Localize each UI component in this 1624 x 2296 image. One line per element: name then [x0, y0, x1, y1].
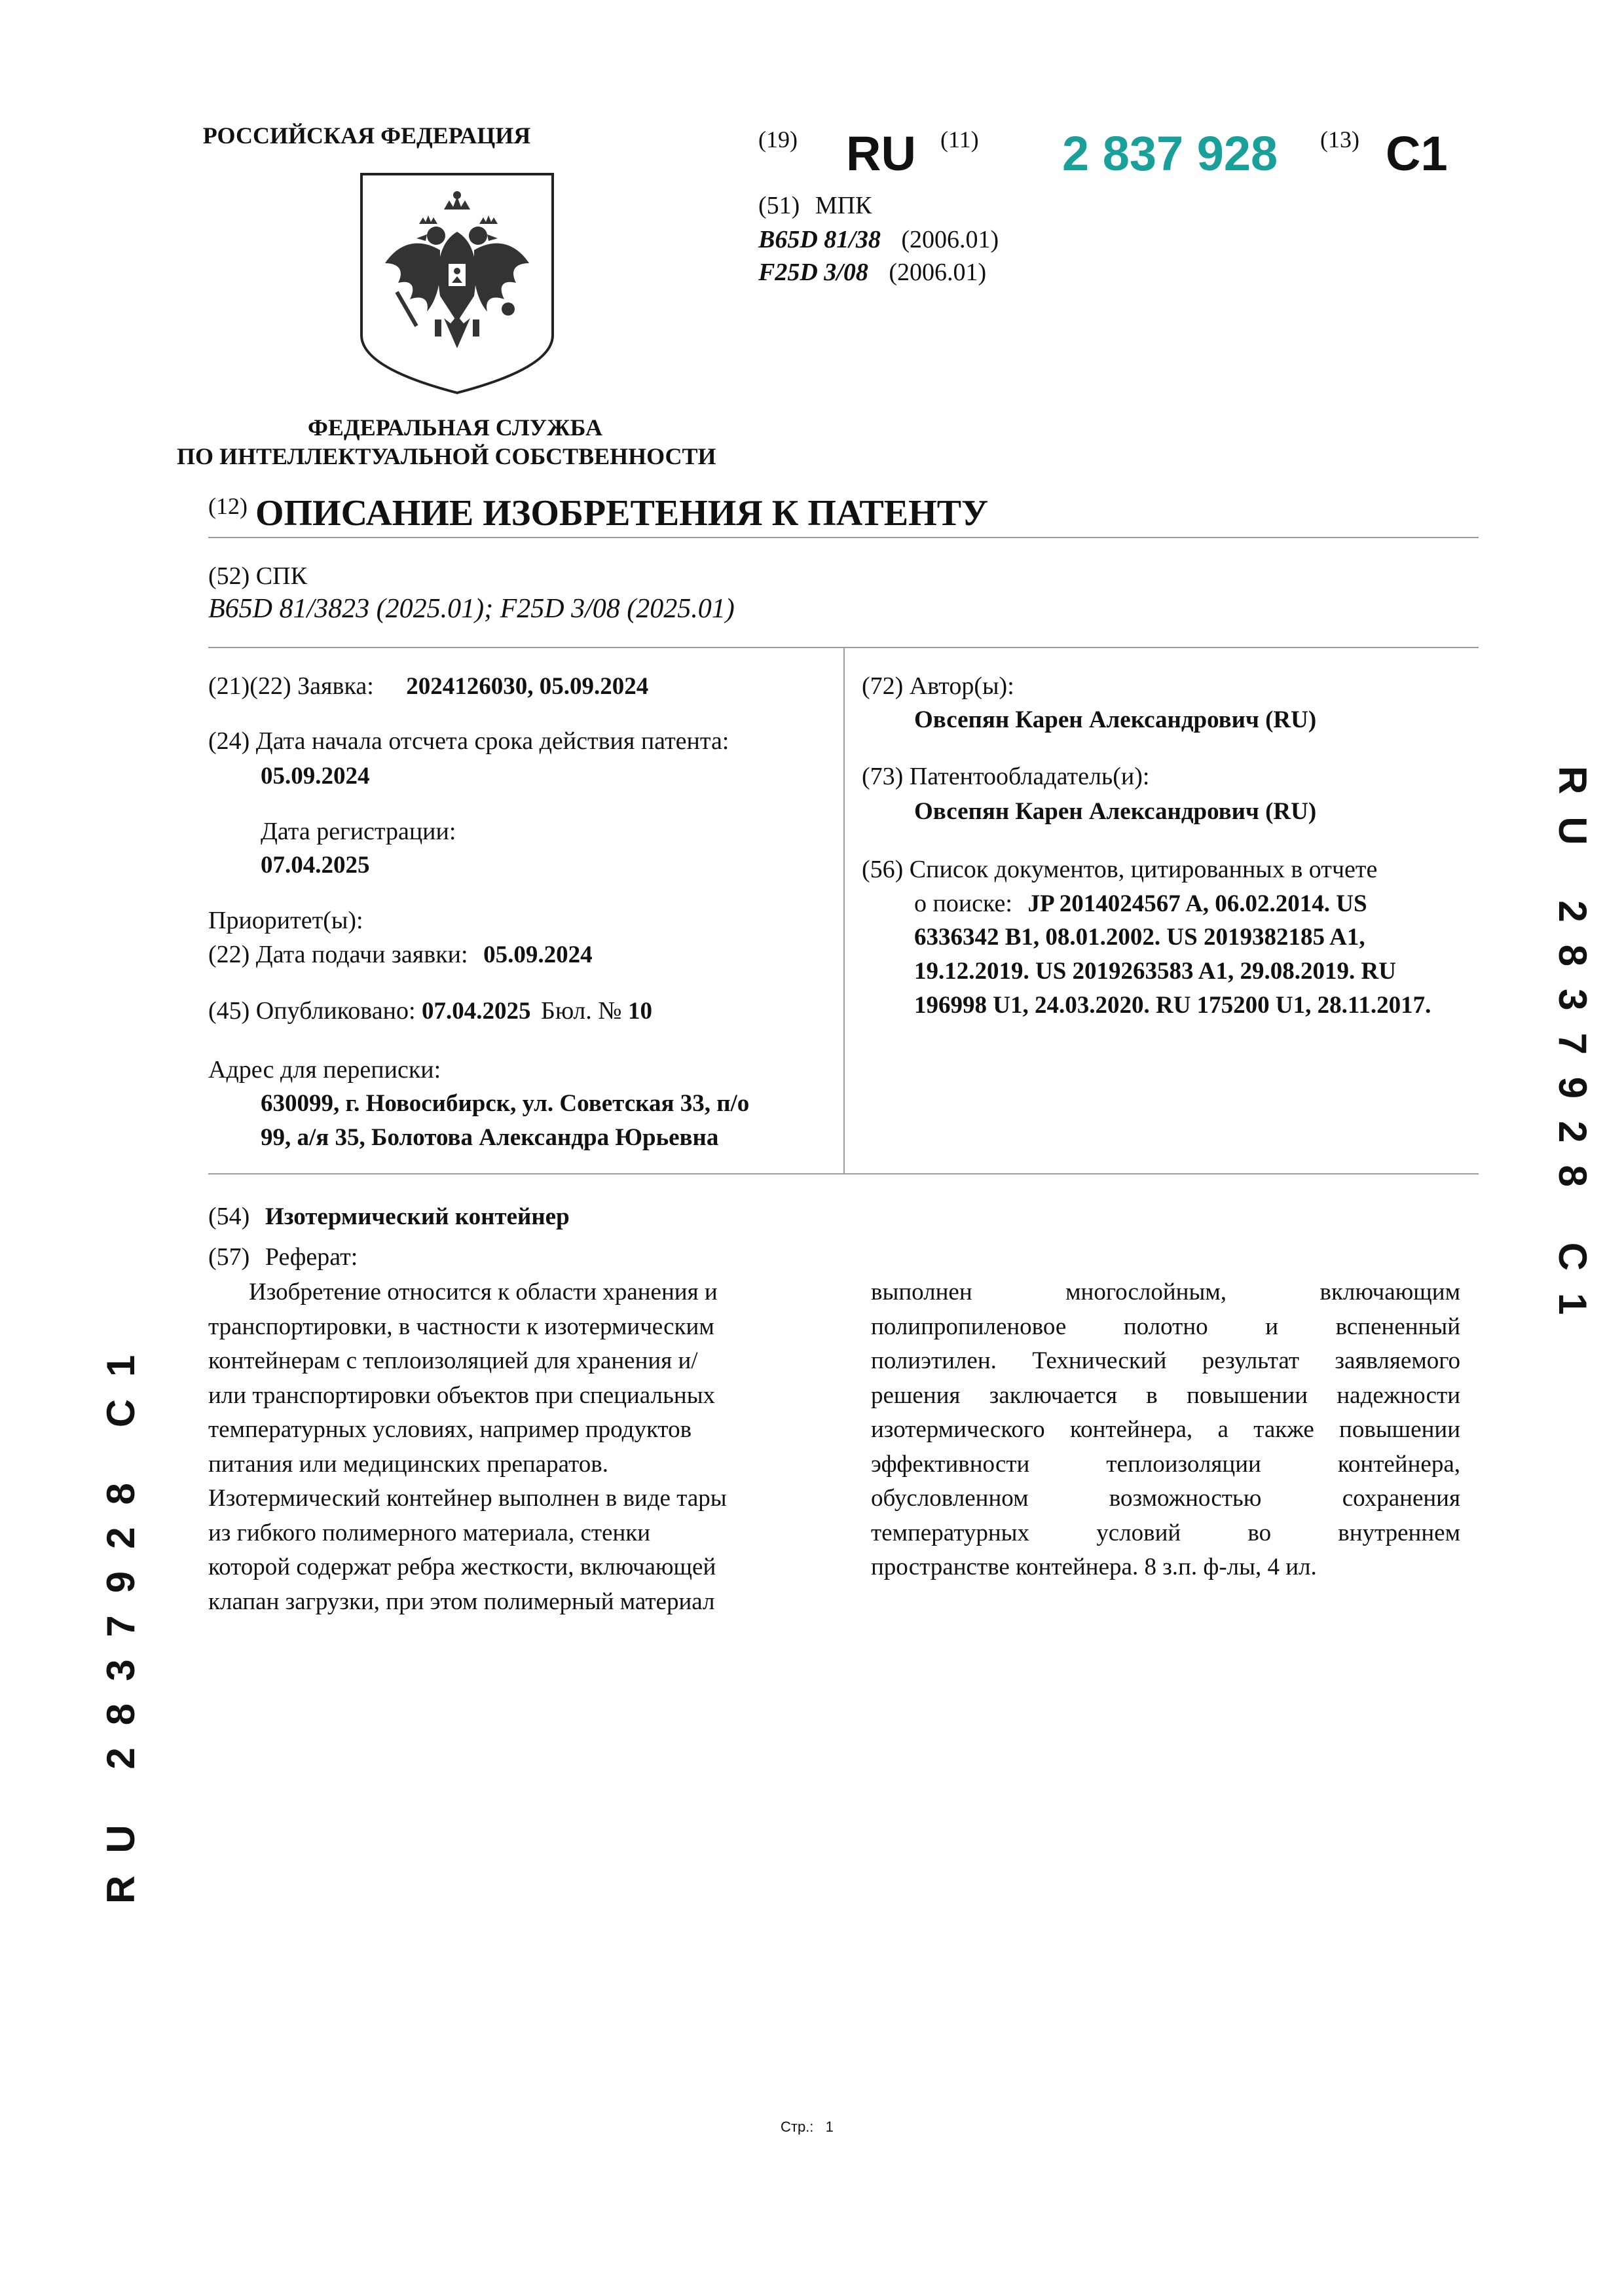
ipc-version: (2006.01): [889, 259, 987, 286]
abstract-line: Изобретение относится к области хранения и: [249, 1279, 718, 1305]
code-13: (13): [1320, 126, 1359, 153]
code-11: (11): [940, 126, 979, 153]
address-line-1: 630099, г. Новосибирск, ул. Советская 33, п/о: [261, 1090, 750, 1117]
abstract-line: выполнен многослойным, включающим: [871, 1279, 1460, 1305]
citations-label-2: о поиске:: [914, 890, 1012, 917]
divider-biblio: [208, 1173, 1479, 1175]
registration-value: 07.04.2025: [261, 852, 370, 879]
authors-value: Овсепян Карен Александрович (RU): [914, 706, 1317, 733]
address-label: Адрес для переписки:: [208, 1056, 441, 1084]
cpc-code: (52) СПК: [208, 562, 307, 590]
filing-value: 05.09.2024: [483, 941, 593, 968]
page-label: Стр.:: [781, 2119, 814, 2135]
registration-label: Дата регистрации:: [261, 818, 456, 845]
code-57: (57): [208, 1243, 250, 1271]
abstract-line: или транспортировки объектов при специальных: [208, 1381, 716, 1409]
abstract-line: температурных условиях, например продуктов: [208, 1416, 692, 1443]
coat-of-arms-emblem: [359, 172, 555, 395]
application-value: 2024126030, 05.09.2024: [406, 673, 649, 700]
citations-line-1: JP 2014024567 A, 06.02.2014. US: [1027, 890, 1367, 917]
invention-title: Изотермический контейнер: [265, 1203, 570, 1230]
filing-row: [208, 940, 593, 969]
term-start-label: (24) Дата начала отсчета срока действия патента:: [208, 727, 729, 755]
document-title: [208, 492, 988, 534]
ipc-version: (2006.01): [901, 226, 999, 253]
title-code: (12): [208, 493, 248, 519]
ipc-item-1: [758, 225, 999, 254]
abstract-line: клапан загрузки, при этом полимерный материал: [208, 1588, 715, 1615]
authors-label: (72) Автор(ы):: [862, 672, 1014, 700]
application-row: [208, 672, 648, 701]
abstract-line: Изотермический контейнер выполнен в виде тары: [208, 1485, 727, 1512]
ipc-item-2: [758, 258, 986, 287]
abstract-line: из гибкого полимерного материала, стенки: [208, 1519, 651, 1546]
agency-line-1: ФЕДЕРАЛЬНАЯ СЛУЖБА: [308, 414, 602, 441]
abstract-column-2: [871, 1275, 1460, 1585]
citations-row-1: [914, 889, 1367, 918]
patent-number: 2 837 928: [1062, 126, 1278, 181]
ipc-label: МПК: [815, 192, 872, 219]
country-code: RU: [846, 126, 916, 181]
published-value: 07.04.2025: [422, 998, 531, 1025]
ipc-class: B65D 81/38: [758, 226, 881, 253]
holders-label: (73) Патентообладатель(и):: [862, 763, 1150, 790]
page-number: 1: [825, 2119, 834, 2135]
bulletin-label: Бюл. №: [541, 997, 622, 1025]
ipc-class: F25D 3/08: [758, 259, 868, 286]
citations-line-4: 196998 U1, 24.03.2020. RU 175200 U1, 28.11.2017.: [914, 992, 1431, 1019]
page-footer: [781, 2119, 834, 2136]
priority-label: Приоритет(ы):: [208, 907, 363, 934]
abstract-column-1: [208, 1275, 798, 1619]
application-label: (21)(22) Заявка:: [208, 672, 374, 700]
side-identifier-left: RU 2837928 C1: [99, 1332, 143, 1904]
abstract-line: изотермического контейнера, а также повышении: [871, 1416, 1460, 1443]
ipc-heading: [758, 191, 872, 220]
abstract-label: Реферат:: [265, 1243, 358, 1271]
abstract-line: температурных условий во внутреннем: [871, 1519, 1460, 1546]
abstract-line: полипропиленовое полотно и вспененный: [871, 1313, 1460, 1340]
side-identifier-right: RU 2837928 C1: [1551, 766, 1595, 1338]
divider-title: [208, 537, 1479, 538]
country-name: РОССИЙСКАЯ ФЕДЕРАЦИЯ: [202, 122, 531, 149]
cpc-value: B65D 81/3823 (2025.01); F25D 3/08 (2025.01): [208, 594, 735, 624]
bulletin-value: 10: [628, 998, 652, 1025]
citations-line-3: 19.12.2019. US 2019263583 A1, 29.08.2019. RU: [914, 958, 1396, 985]
abstract-line: пространстве контейнера. 8 з.п. ф-лы, 4 ил.: [871, 1554, 1317, 1580]
abstract-line: эффективности теплоизоляции контейнера,: [871, 1450, 1460, 1478]
abstract-line: питания или медицинских препаратов.: [208, 1450, 608, 1478]
abstract-line: обусловленном возможностью сохранения: [871, 1485, 1460, 1512]
term-start-value: 05.09.2024: [261, 763, 370, 790]
kind-code: C1: [1386, 126, 1448, 181]
address-line-2: 99, а/я 35, Болотова Александра Юрьевна: [261, 1124, 719, 1151]
citations-line-2: 6336342 B1, 08.01.2002. US 2019382185 A1,: [914, 924, 1365, 951]
abstract-line: контейнерам с теплоизоляцией для хранения и/: [208, 1347, 698, 1374]
published-row: [208, 996, 652, 1025]
citations-label: (56) Список документов, цитированных в отчете: [862, 856, 1378, 883]
column-divider: [843, 648, 845, 1173]
abstract-line: которой содержат ребра жесткости, включающей: [208, 1554, 716, 1580]
code-54: (54): [208, 1203, 250, 1230]
abstract-line: полиэтилен. Технический результат заявляемого: [871, 1347, 1460, 1374]
abstract-label-row: [208, 1243, 358, 1271]
title-text: ОПИСАНИЕ ИЗОБРЕТЕНИЯ К ПАТЕНТУ: [255, 493, 989, 534]
filing-label: (22) Дата подачи заявки:: [208, 941, 468, 968]
invention-title-row: [208, 1202, 570, 1231]
code-19: (19): [758, 126, 798, 153]
agency-line-2: ПО ИНТЕЛЛЕКТУАЛЬНОЙ СОБСТВЕННОСТИ: [177, 443, 716, 469]
abstract-line: решения заключается в повышении надежности: [871, 1381, 1460, 1409]
holders-value: Овсепян Карен Александрович (RU): [914, 798, 1317, 825]
abstract-line: транспортировки, в частности к изотермическим: [208, 1313, 714, 1340]
ipc-code: (51): [758, 192, 800, 219]
published-label: (45) Опубликовано:: [208, 997, 416, 1025]
